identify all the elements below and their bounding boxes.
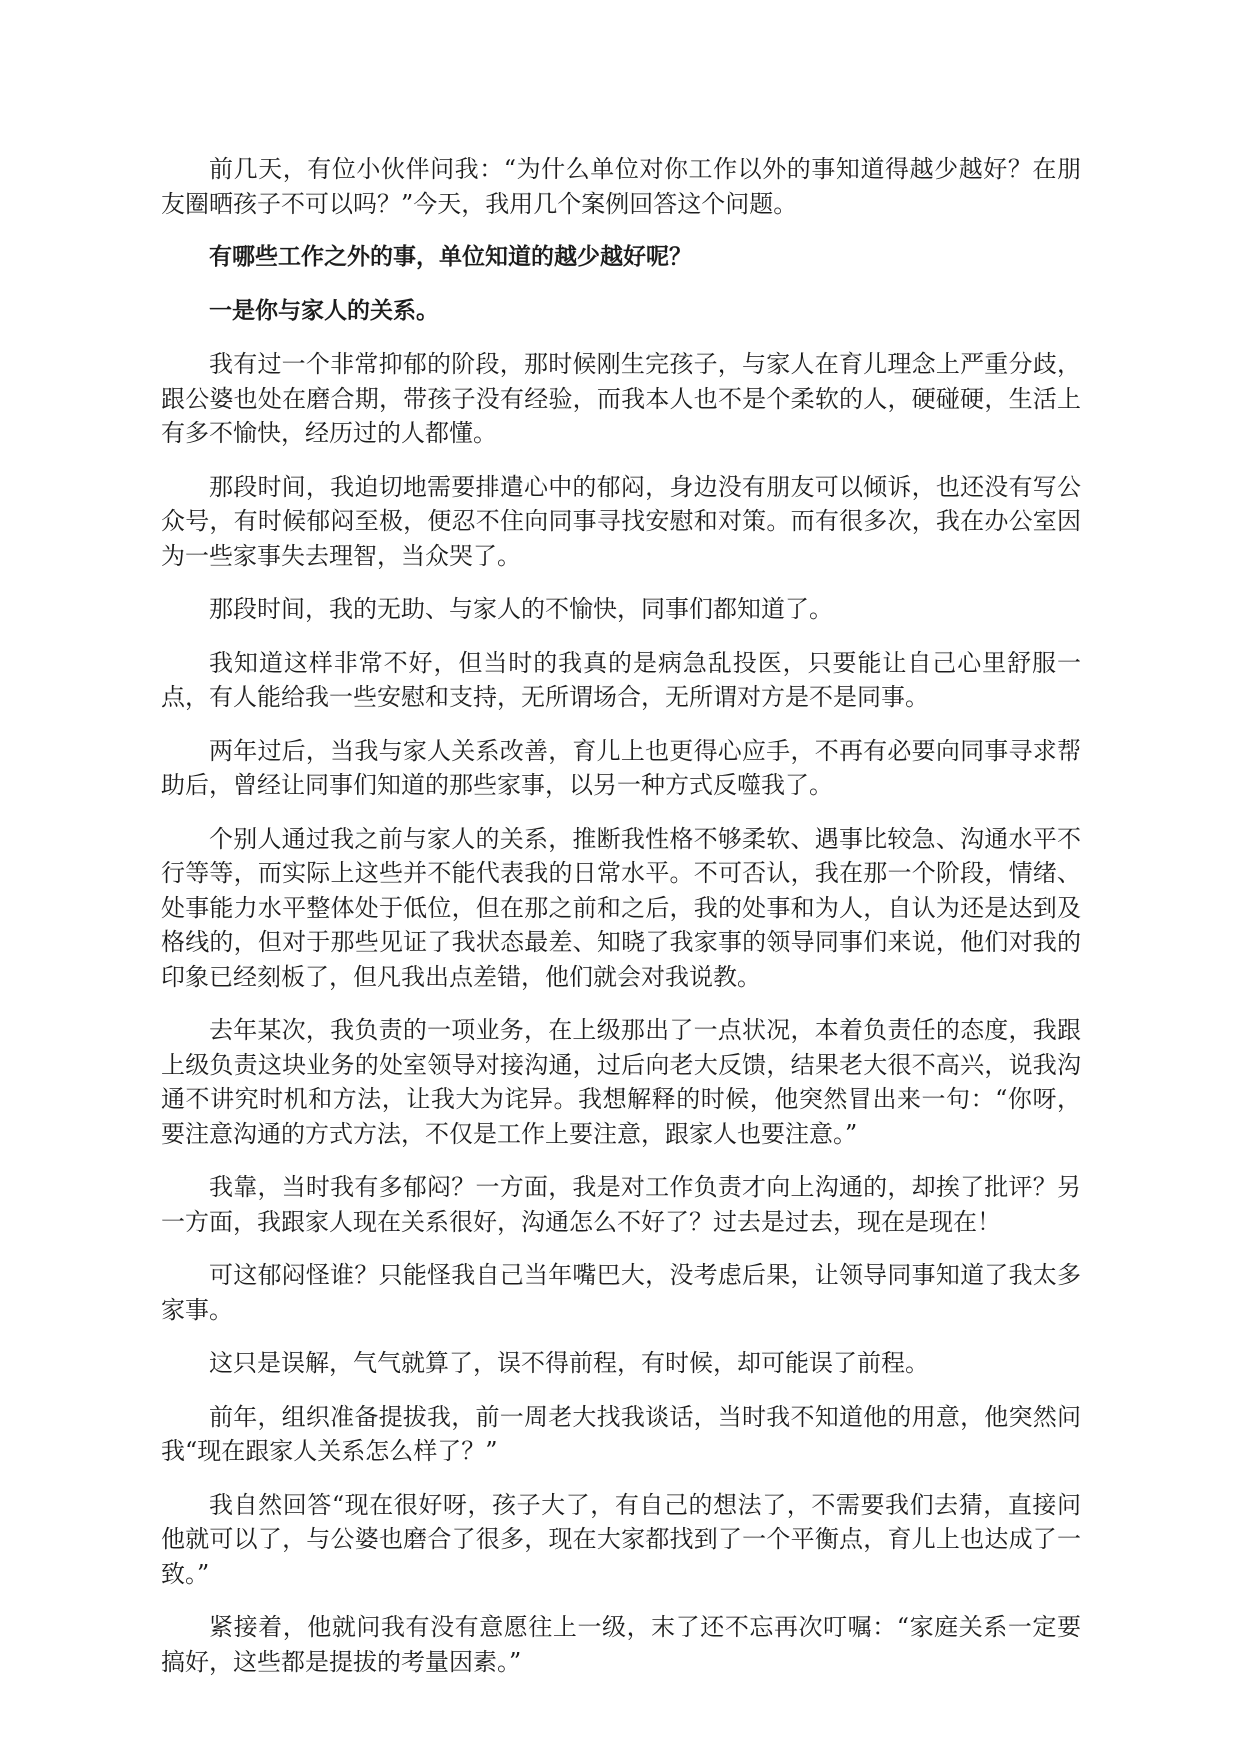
document-page [161,152,1081,1698]
paragraph-intro: 前几天，有位小伙伴问我：“为什么单位对你工作以外的事知道得越少越好？在朋友圈晒孩子不可以吗？”今天，我用几个案例回答这个问题。 [161,155,1081,218]
paragraph: 我靠，当时我有多郁闷？一方面，我是对工作负责才向上沟通的，却挨了批评？另一方面，我跟家人现在关系很好，沟通怎么不好了？过去是过去，现在是现在！ [161,1173,1081,1236]
paragraph: 去年某次，我负责的一项业务，在上级那出了一点状况，本着负责任的态度，我跟上级负责这块业务的处室领导对接沟通，过后向老大反馈，结果老大很不高兴，说我沟通不讲究时机和方法，让我大为诧异。我想解释的时候，他突然冒出来一句：“你呀，要注意沟通的方式方法，不仅是工作上要注意，跟家人也要注意。” [161,1016,1081,1148]
paragraph: 那段时间，我迫切地需要排遣心中的郁闷，身边没有朋友可以倾诉，也还没有写公众号，有时候郁闷至极，便忍不住向同事寻找安慰和对策。而有很多次，我在办公室因为一些家事失去理智，当众哭了。 [161,472,1081,570]
paragraph: 这只是误解，气气就算了，误不得前程，有时候，却可能误了前程。 [209,1349,929,1377]
paragraph: 可这郁闷怪谁？只能怪我自己当年嘴巴大，没考虑后果，让领导同事知道了我太多家事。 [161,1261,1081,1324]
paragraph: 我有过一个非常抑郁的阶段，那时候刚生完孩子，与家人在育儿理念上严重分歧，跟公婆也处在磨合期，带孩子没有经验，而我本人也不是个柔软的人，硬碰硬，生活上有多不愉快，经历过的人都懂。 [161,350,1081,447]
section-heading-question: 有哪些工作之外的事，单位知道的越少越好呢？ [209,244,692,270]
section-heading-family: 一是你与家人的关系。 [209,297,439,324]
paragraph: 两年过后，当我与家人关系改善，育儿上也更得心应手，不再有必要向同事寻求帮助后，曾经让同事们知道的那些家事，以另一种方式反噬我了。 [161,736,1081,799]
paragraph: 前年，组织准备提拔我，前一周老大找我谈话，当时我不知道他的用意，他突然问我“现在跟家人关系怎么样了？” [161,1402,1081,1465]
paragraph: 那段时间，我的无助、与家人的不愉快，同事们都知道了。 [209,595,833,623]
paragraph: 我知道这样非常不好，但当时的我真的是病急乱投医，只要能让自己心里舒服一点，有人能给我一些安慰和支持，无所谓场合，无所谓对方是不是同事。 [161,648,1081,711]
paragraph: 个别人通过我之前与家人的关系，推断我性格不够柔软、遇事比较急、沟通水平不行等等，而实际上这些并不能代表我的日常水平。不可否认，我在那一个阶段，情绪、处事能力水平整体处于低位，但在那之前和之后，我的处事和为人，自认为还是达到及格线的，但对于那些见证了我状态最差、知晓了我家事的领导同事们来说，他们对我的印象已经刻板了，但凡我出点差错，他们就会对我说教。 [161,824,1081,991]
paragraph: 我自然回答“现在很好呀，孩子大了，有自己的想法了，不需要我们去猜，直接问他就可以了，与公婆也磨合了很多，现在大家都找到了一个平衡点，育儿上也达成了一致。” [161,1490,1081,1588]
paragraph: 紧接着，他就问我有没有意愿往上一级，末了还不忘再次叮嘱：“家庭关系一定要搞好，这些都是提拔的考量因素。” [161,1613,1081,1676]
